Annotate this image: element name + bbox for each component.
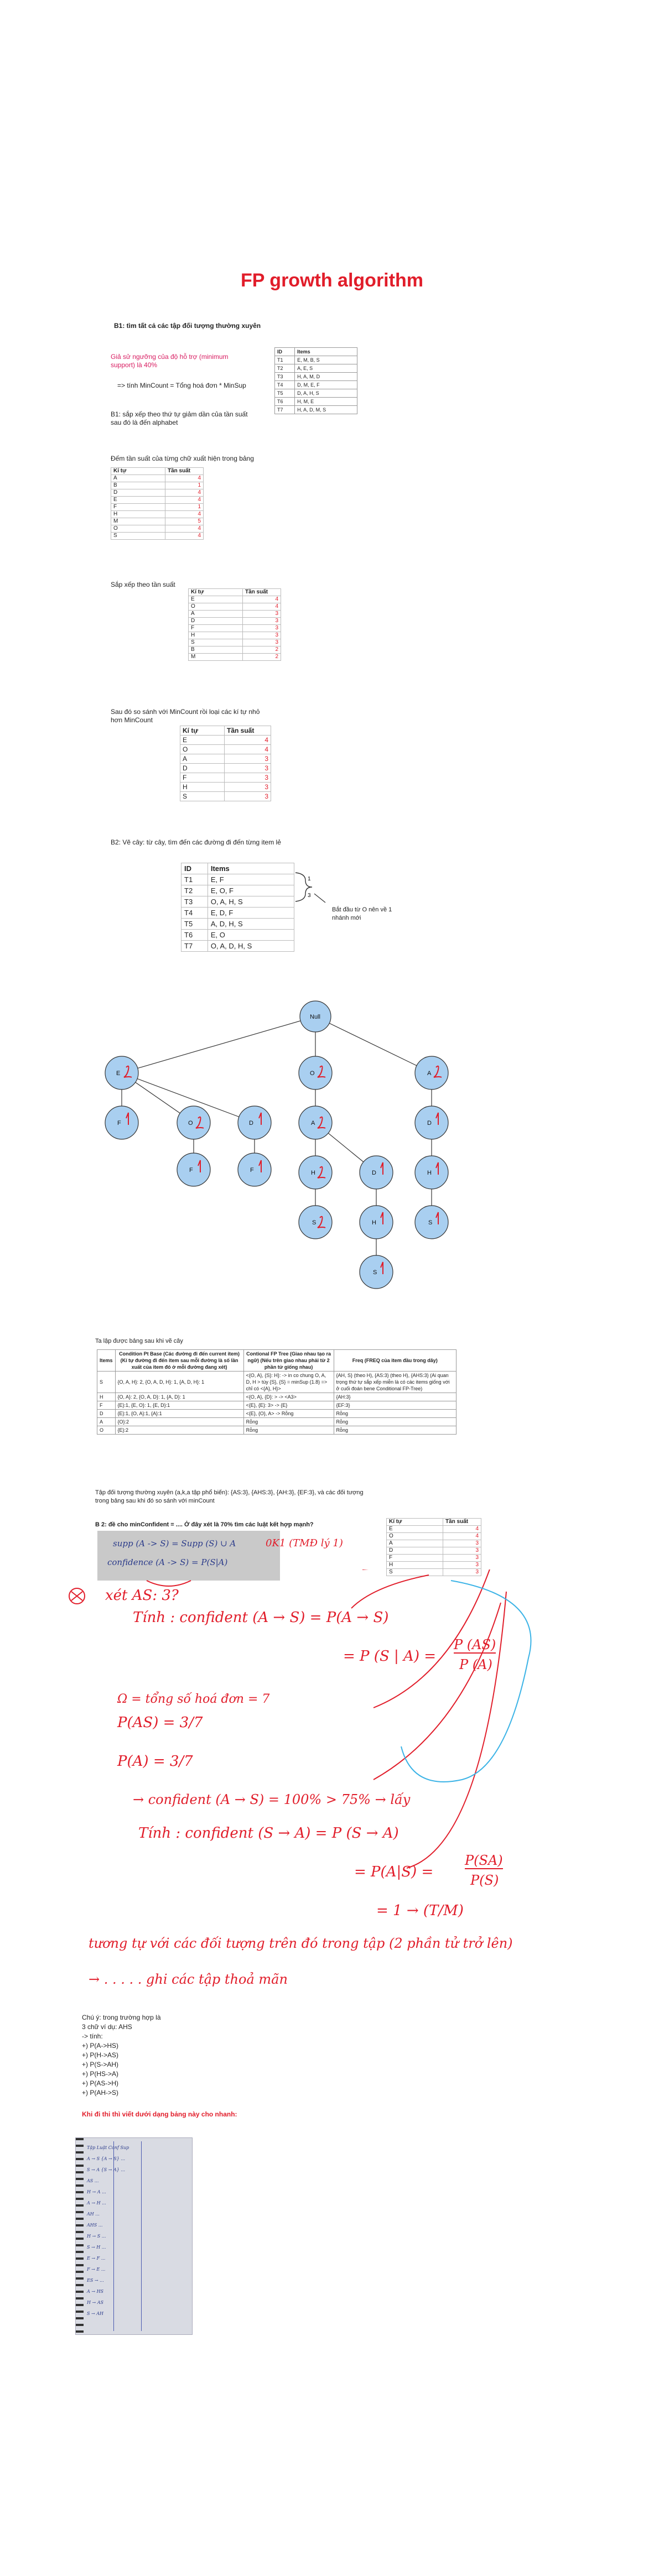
hand-line-1: xét AS: 3? <box>105 1587 179 1604</box>
table-cell: E, F <box>208 874 294 885</box>
svg-text:S: S <box>312 1219 317 1226</box>
table-row <box>111 489 204 497</box>
table-cell: <{O, A}, {D}: > -> <A3> <box>243 1393 334 1401</box>
table-cell: {AH:3} <box>334 1393 456 1401</box>
tree-node-d-2 <box>360 1156 393 1189</box>
table-cell: 3 <box>243 632 281 639</box>
table-row <box>180 736 271 745</box>
table-header-cell: Tần suất <box>225 726 271 736</box>
hand-frac-top-1: P (AS) <box>454 1637 496 1652</box>
note-line: +) P(HS->A) <box>82 2070 119 2078</box>
table-row <box>180 773 271 783</box>
notebook-line: S → H ... <box>87 2245 106 2250</box>
table-cell: H, M, E <box>295 398 357 406</box>
step1-heading: B1: tìm tất cả các tập đối tượng thường xuyên <box>114 322 261 330</box>
exam-note: Khi đi thi thì viết dưới dạng bảng này cho nhanh: <box>82 2110 237 2118</box>
table-cell: T2 <box>181 885 208 896</box>
table-cell: {O}:2 <box>115 1418 243 1426</box>
table-row <box>180 783 271 792</box>
svg-text:3: 3 <box>308 893 311 899</box>
svg-text:O: O <box>310 1070 315 1077</box>
table-header-row <box>181 863 294 874</box>
note-line: +) P(AH->S) <box>82 2089 119 2097</box>
table-header-cell: Kí tự <box>111 468 165 475</box>
svg-text:E: E <box>116 1070 121 1077</box>
table-row <box>181 896 294 908</box>
table-cell: 4 <box>165 511 204 518</box>
hand-frac-top-2: P(SA) <box>465 1853 503 1868</box>
table-row <box>111 475 204 482</box>
table-cell: T6 <box>181 930 208 941</box>
table-cell: H <box>189 632 243 639</box>
table-row <box>180 754 271 764</box>
table-cell: A <box>189 611 243 618</box>
table-row <box>181 941 294 952</box>
table-cell: 4 <box>443 1533 481 1540</box>
notebook-line: Tập Luật Conf Sup <box>87 2145 129 2150</box>
table-cell: D <box>180 764 225 773</box>
table-cell: 3 <box>225 764 271 773</box>
svg-text:O: O <box>188 1120 193 1127</box>
tree-node-f-2 <box>177 1153 210 1186</box>
table-cell: 3 <box>225 792 271 801</box>
table-row <box>111 533 204 540</box>
table-header-row <box>111 468 204 475</box>
hand-line-6: P(A) = 3/7 <box>117 1753 193 1770</box>
table-header-cell: Contional FP Tree (Giao nhau tạo ra ngữ) (Nếu trên giao nhau phải từ 2 phần tử giống nhau) <box>243 1350 334 1372</box>
table-cell: H <box>97 1393 116 1401</box>
table-header-row <box>189 589 281 596</box>
cond-intro: Ta lập được bảng sau khi vẽ cây <box>95 1338 183 1344</box>
hand-line-4: Ω = tổng số hoá đơn = 7 <box>117 1692 270 1706</box>
table-cell: {E}:1, {O, A}:1, {A}:1 <box>115 1410 243 1418</box>
tree-node-h-2 <box>360 1206 393 1239</box>
table-row <box>189 625 281 632</box>
table-row <box>275 398 357 406</box>
table-row <box>189 596 281 603</box>
table-cell: 3 <box>225 754 271 764</box>
table-cell: D, M, E, F <box>295 381 357 389</box>
table-cell: 3 <box>443 1547 481 1555</box>
table-cell: 4 <box>165 525 204 533</box>
branch-note: Bắt đầu từ O nên về 1 nhánh mới <box>332 906 392 921</box>
table-row <box>189 618 281 625</box>
table-header-cell: Kí tự <box>387 1519 443 1526</box>
table-row <box>111 511 204 518</box>
hand-line-2: Tính : confident (A → S) = P(A → S) <box>133 1609 389 1626</box>
table-cell: 4 <box>225 745 271 754</box>
table-cell: F <box>180 773 225 783</box>
table-row <box>387 1547 481 1555</box>
brace-icon <box>294 872 333 905</box>
table-cell: 3 <box>443 1562 481 1569</box>
note-line: +) P(H->AS) <box>82 2051 119 2059</box>
table-cell: 3 <box>225 773 271 783</box>
table-cell: T3 <box>275 373 295 381</box>
filtered-label: Sau đó so sánh với MinCount rồi loại các kí tự nhỏ hơn MinCount <box>111 708 260 724</box>
hand-frac-bot-2: P(S) <box>470 1873 499 1888</box>
tree-node-o-2 <box>177 1106 210 1139</box>
table-cell: D, A, H, S <box>295 389 357 398</box>
table-cell: O <box>387 1533 443 1540</box>
table-cell: Rỗng <box>243 1426 334 1435</box>
svg-text:D: D <box>372 1170 376 1176</box>
table-cell: E, O <box>208 930 294 941</box>
table-cell: A <box>387 1540 443 1547</box>
table-row <box>181 885 294 896</box>
table-cell: S <box>111 533 165 540</box>
svg-text:H: H <box>372 1219 376 1226</box>
notes-block <box>82 2013 248 2098</box>
table-cell: 4 <box>243 596 281 603</box>
table-cell: O <box>180 745 225 754</box>
table-cell: Rỗng <box>243 1418 334 1426</box>
table-cell: T4 <box>275 381 295 389</box>
table-row <box>387 1533 481 1540</box>
table-header-row <box>180 726 271 736</box>
svg-text:D: D <box>427 1120 432 1127</box>
table-row <box>97 1418 456 1426</box>
table-cell: 4 <box>165 533 204 540</box>
frequency-table <box>111 467 204 540</box>
table-cell: 3 <box>225 783 271 792</box>
hand-line-11: tương tự với các đối tượng trên đó trong tập (2 phần tử trở lên) <box>89 1936 513 1951</box>
table-cell: 3 <box>443 1569 481 1576</box>
table-row <box>275 356 357 364</box>
step2-heading: B 2: đề cho minConfident = .... Ở đây xét là 70% tìm các luật kết hợp mạnh? <box>95 1521 314 1528</box>
svg-text:S: S <box>373 1269 377 1276</box>
table-row <box>387 1540 481 1547</box>
table-header-row <box>387 1519 481 1526</box>
table-cell: D <box>111 489 165 497</box>
table-cell: 4 <box>165 489 204 497</box>
table-cell: T3 <box>181 896 208 908</box>
tree-node-h <box>299 1156 332 1189</box>
hand-line-3: = P (S | A) = <box>343 1648 437 1665</box>
table-cell: H <box>180 783 225 792</box>
svg-text:S: S <box>428 1219 433 1226</box>
table-cell: {AH, S} (theo H), {AS:3} (theo H), {AHS:3} (Ai quan trọng thứ tự sắp xếp miễn là có các items giống với ở cuối đoán bene Conditional FP-Tree) <box>334 1372 456 1393</box>
hand-line-12: → . . . . . ghi các tập thoả mãn <box>89 1972 288 1987</box>
table-cell: 4 <box>243 603 281 611</box>
table-cell: T1 <box>181 874 208 885</box>
table-cell: {O, A}: 2, {O, A, D}: 1, {A, D}: 1 <box>115 1393 243 1401</box>
table-cell: E <box>387 1526 443 1533</box>
table-row <box>387 1562 481 1569</box>
table-cell: T2 <box>275 364 295 373</box>
table-row <box>180 745 271 754</box>
table-cell: E <box>180 736 225 745</box>
table-cell: 1 <box>165 482 204 489</box>
table-row <box>275 373 357 381</box>
table-header-cell: Items <box>97 1350 116 1372</box>
table-cell: H <box>387 1562 443 1569</box>
table-cell: D <box>189 618 243 625</box>
notebook-line: H → AS <box>87 2300 104 2305</box>
table-cell: F <box>189 625 243 632</box>
table-cell: T6 <box>275 398 295 406</box>
table-row <box>97 1426 456 1435</box>
table-cell: T1 <box>275 356 295 364</box>
table-header-cell: Kí tự <box>189 589 243 596</box>
notebook-line: AS ... <box>87 2178 99 2183</box>
table-header-cell: Condition Pt Base (Các đường đi đến current item) (Kí tự đường đi đến item sau mỗi đường là số lần xuất của item đó ở mỗi đường đang xét) <box>115 1350 243 1372</box>
tree-node-h-3 <box>415 1156 448 1189</box>
table-cell: B <box>189 646 243 654</box>
table-header-cell: ID <box>181 863 208 874</box>
table-cell: 3 <box>243 625 281 632</box>
table-header-cell: Tần suất <box>165 468 204 475</box>
table-header-row <box>275 348 357 356</box>
table-row <box>181 908 294 919</box>
table-cell: {E}:1, {E, O}: 1, {E, D}:1 <box>115 1401 243 1410</box>
table-cell: 4 <box>225 736 271 745</box>
table-cell: H <box>111 511 165 518</box>
formula-2: confidence (A -> S) = P(S|A) <box>107 1557 228 1567</box>
table-row <box>275 389 357 398</box>
svg-text:A: A <box>311 1120 315 1127</box>
ordered-transaction-table <box>181 863 294 952</box>
table-cell: M <box>111 518 165 525</box>
formula-1: supp (A -> S) = Supp (S) ∪ A <box>113 1539 236 1548</box>
tree-node-o <box>299 1056 332 1089</box>
notebook-line: AH ... <box>87 2212 100 2217</box>
table-cell: O, A, H, S <box>208 896 294 908</box>
table-cell: E <box>111 497 165 504</box>
conditional-pattern-table <box>97 1349 456 1435</box>
hand-line-7: → confident (A → S) = 100% > 75% → lấy <box>133 1792 411 1807</box>
table-row <box>189 603 281 611</box>
table-cell: S <box>180 792 225 801</box>
table-row <box>180 764 271 773</box>
notebook-line: ES → ... <box>87 2278 104 2283</box>
table-row <box>275 364 357 373</box>
tree-node-a-root <box>415 1056 448 1089</box>
table-cell: 2 <box>243 654 281 661</box>
table-cell: S <box>189 639 243 646</box>
table-cell: O <box>111 525 165 533</box>
note-line: Chú ý: trong trường hợp là <box>82 2014 161 2021</box>
table-row <box>189 639 281 646</box>
table-cell: 5 <box>165 518 204 525</box>
table-cell: T4 <box>181 908 208 919</box>
table-row <box>111 518 204 525</box>
table-cell: {EF:3} <box>334 1401 456 1410</box>
table-cell: Rỗng <box>334 1410 456 1418</box>
table-cell: M <box>189 654 243 661</box>
table-header-cell: Items <box>295 348 357 356</box>
table-cell: 2 <box>243 646 281 654</box>
table-cell: O <box>189 603 243 611</box>
svg-text:D: D <box>249 1120 253 1127</box>
table-row <box>181 930 294 941</box>
notebook-line: S → AH <box>87 2311 104 2316</box>
note-line: +) P(A->HS) <box>82 2042 119 2050</box>
svg-text:H: H <box>311 1170 315 1176</box>
table-cell: T7 <box>181 941 208 952</box>
table-cell: T5 <box>275 389 295 398</box>
notebook-line: H → S ... <box>87 2234 106 2239</box>
table-cell: A <box>180 754 225 764</box>
note-line: +) P(S->AH) <box>82 2061 119 2068</box>
table-cell: 3 <box>443 1540 481 1547</box>
table-cell: S <box>97 1372 116 1393</box>
table-cell: F <box>97 1401 116 1410</box>
notebook-line: AHS ... <box>87 2223 103 2228</box>
table-row <box>181 874 294 885</box>
table-cell: 4 <box>443 1526 481 1533</box>
table-cell: {O, A, H}: 2, {O, A, D, H}: 1, {A, D, H}: 1 <box>115 1372 243 1393</box>
hand-line-10: = 1 → (T/M) <box>376 1902 464 1919</box>
table-cell: A, D, H, S <box>208 919 294 930</box>
table-cell: T7 <box>275 406 295 414</box>
table-row <box>275 381 357 389</box>
frequent-itemsets-line: Tập đối tượng thường xuyên (a,k,a tập phổ biến): {AS:3}, {AHS:3}, {AH:3}, {EF:3}, và các đối tượng trong bảng sau khi đó so sánh với minCount <box>95 1489 364 1504</box>
svg-text:F: F <box>117 1120 121 1127</box>
table-header-cell: Kí tự <box>180 726 225 736</box>
table-cell: 4 <box>165 475 204 482</box>
filtered-frequency-table <box>180 726 271 801</box>
table-cell: E <box>189 596 243 603</box>
table-row <box>181 919 294 930</box>
table-header-cell: Tần suất <box>243 589 281 596</box>
table-row <box>189 654 281 661</box>
table-cell: 3 <box>443 1555 481 1562</box>
table-cell: F <box>111 504 165 511</box>
table-cell: A, E, S <box>295 364 357 373</box>
table-cell: D <box>387 1547 443 1555</box>
table-cell: H, A, D, M, S <box>295 406 357 414</box>
hand-line-9: = P(A|S) = <box>354 1864 434 1880</box>
table-cell: <{E}, {O}, A> -> Rỗng <box>243 1410 334 1418</box>
notebook-line: A → HS <box>87 2289 104 2294</box>
table-cell: 3 <box>243 611 281 618</box>
fp-tree <box>100 990 476 1311</box>
table-header-row <box>97 1350 456 1372</box>
tree-node-d-1 <box>238 1106 271 1139</box>
hand-line-5: P(AS) = 3/7 <box>117 1714 203 1731</box>
table-row <box>387 1555 481 1562</box>
support-line: Giả sử ngưỡng của độ hỗ trợ (minimum support) là 40% <box>111 353 229 369</box>
table-row <box>111 482 204 489</box>
note-line: 3 chữ ví dụ: AHS <box>82 2023 132 2031</box>
count-line: Đếm tần suất của từng chữ xuất hiện trong bảng <box>111 455 254 462</box>
hand-frac-bot-1: P (A) <box>459 1657 492 1672</box>
table-header-cell: Items <box>208 863 294 874</box>
table-cell: S <box>387 1569 443 1576</box>
notebook-spiral-icon <box>76 2138 84 2334</box>
sorted-label: Sắp xếp theo tần suất <box>111 581 175 588</box>
table-header-cell: ID <box>275 348 295 356</box>
table-row <box>189 632 281 639</box>
table-cell: O, A, D, H, S <box>208 941 294 952</box>
svg-text:H: H <box>427 1170 432 1176</box>
table-cell: E, D, F <box>208 908 294 919</box>
tree-node-f-1 <box>105 1106 138 1139</box>
table-header-cell: Freq (FREQ của item đầu trong dãy) <box>334 1350 456 1372</box>
table-row <box>97 1401 456 1410</box>
table-row <box>189 611 281 618</box>
table-cell: Rỗng <box>334 1426 456 1435</box>
table-cell: 3 <box>243 618 281 625</box>
mincount-line: => tính MinCount = Tổng hoá đơn * MinSup <box>117 382 246 389</box>
table-cell: F <box>387 1555 443 1562</box>
table-row <box>111 497 204 504</box>
table-header-cell: Tần suất <box>443 1519 481 1526</box>
table-cell: T5 <box>181 919 208 930</box>
notebook-line: S → A {S → A} ... <box>87 2167 125 2172</box>
note-line: -> tính: <box>82 2032 103 2040</box>
table-cell: {E}:2 <box>115 1426 243 1435</box>
tree-node-e <box>105 1056 138 1089</box>
side-frequency-table <box>386 1518 481 1576</box>
hand-side-note: 0K1 (TMĐ lý 1) <box>266 1537 343 1549</box>
table-row <box>180 792 271 801</box>
table-cell: D <box>97 1410 116 1418</box>
table-cell: Rỗng <box>334 1418 456 1426</box>
tree-node-d-3 <box>415 1106 448 1139</box>
page-title: FP growth algorithm <box>241 270 423 291</box>
table-row <box>189 646 281 654</box>
notebook-line: A → H ... <box>87 2200 106 2205</box>
b2-label: B2: Vẽ cây: từ cây, tìm đến các đường đi đến từng item lẻ <box>111 838 281 846</box>
table-cell: A <box>111 475 165 482</box>
table-cell: 1 <box>165 504 204 511</box>
svg-text:F: F <box>250 1167 254 1174</box>
notebook-line: E → F ... <box>87 2256 106 2261</box>
tree-node-a <box>299 1106 332 1139</box>
table-cell: B <box>111 482 165 489</box>
svg-text:F: F <box>189 1167 193 1174</box>
table-row <box>111 504 204 511</box>
note-line: +) P(AS->H) <box>82 2079 119 2087</box>
tree-node-f-3 <box>238 1153 271 1186</box>
table-row <box>111 525 204 533</box>
tree-root-label: Null <box>310 1014 320 1020</box>
notebook-line: A → S {A → S} ... <box>87 2156 125 2161</box>
table-row <box>97 1393 456 1401</box>
transaction-table-small <box>274 347 357 414</box>
hand-line-8: Tính : confident (S → A) = P (S → A) <box>138 1825 399 1842</box>
notebook-line: H → A ... <box>87 2189 106 2194</box>
sorted-frequency-table <box>188 588 281 661</box>
b1-line: B1: sắp xếp theo thứ tự giảm dần của tần suất sau đó là đến alphabet <box>111 410 248 426</box>
table-cell: <{E}, {E}: 3> -> {E} <box>243 1401 334 1410</box>
table-row <box>97 1372 456 1393</box>
table-cell: H, A, M, D <box>295 373 357 381</box>
table-cell: E, M, B, S <box>295 356 357 364</box>
table-cell: <{O, A}, {S}: H}: -> in co chung O, A, D, H > tùy {S}, {S} = minSup (1.8) => chỉ có <{A}, H}> <box>243 1372 334 1393</box>
table-row <box>275 406 357 414</box>
notebook-photo <box>75 2137 193 2335</box>
svg-text:1: 1 <box>308 876 311 882</box>
svg-text:A: A <box>427 1070 432 1077</box>
table-cell: 3 <box>243 639 281 646</box>
table-cell: E, O, F <box>208 885 294 896</box>
table-cell: O <box>97 1426 116 1435</box>
table-row <box>97 1410 456 1418</box>
notebook-line: F → E ... <box>87 2267 106 2272</box>
table-cell: A <box>97 1418 116 1426</box>
table-row <box>387 1526 481 1533</box>
table-cell: 4 <box>165 497 204 504</box>
